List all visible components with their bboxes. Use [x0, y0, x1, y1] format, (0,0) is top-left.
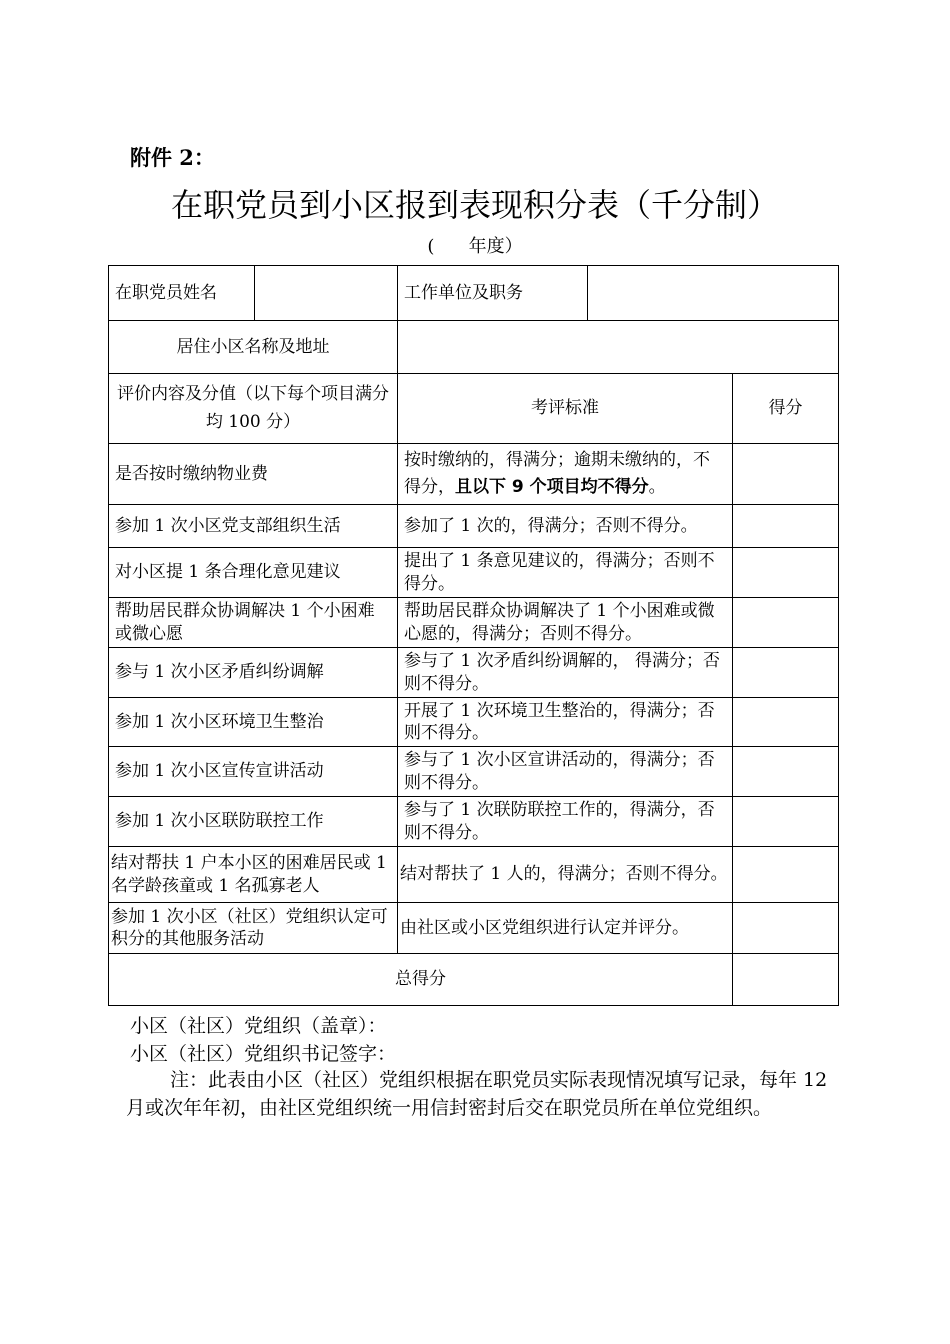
note-paragraph [126, 1066, 846, 1122]
row-content: 是否按时缴纳物业费 [109, 444, 398, 505]
row-content: 结对帮扶 1 户本小区的困难居民或 1 名学龄孩童或 1 名孤寡老人 [109, 847, 398, 903]
score-table [108, 265, 839, 1006]
row-score[interactable] [733, 548, 839, 598]
row-score[interactable] [733, 648, 839, 698]
row-criteria: 由社区或小区党组织进行认定并评分。 [398, 903, 733, 954]
row-criteria: 开展了 1 次环境卫生整治的，得满分；否则不得分。 [398, 698, 733, 747]
name-label: 在职党员姓名 [109, 266, 255, 321]
note-text: 注：此表由小区（社区）党组织根据在职党员实际表现情况填写记录，每年 12 月或次年年初，由社区党组织统一用信封密封后交在职党员所在单位党组织。 [126, 1069, 828, 1120]
sign-line: 小区（社区）党组织书记签字： [130, 1043, 397, 1065]
attachment-label: 附件 2： [130, 145, 215, 170]
row-criteria: 结对帮扶了 1 人的，得满分；否则不得分。 [398, 847, 733, 903]
residence-label: 居住小区名称及地址 [109, 321, 398, 374]
row-criteria: 帮助居民群众协调解决了 1 个小困难或微心愿的，得满分；否则不得分。 [398, 598, 733, 648]
year-line: ( 年度） [427, 236, 523, 257]
criteria-header: 考评标准 [398, 374, 733, 444]
row-content: 对小区提 1 条合理化意见建议 [109, 548, 398, 598]
page-title: 在职党员到小区报到表现积分表（千分制） [170, 186, 779, 224]
row-content: 参加 1 次小区环境卫生整治 [109, 698, 398, 747]
criteria-tail: 。 [648, 477, 666, 497]
row-content: 参加 1 次小区（社区）党组织认定可积分的其他服务活动 [109, 903, 398, 954]
row-content: 参加 1 次小区宣传宣讲活动 [109, 747, 398, 797]
name-value[interactable] [255, 266, 398, 321]
criteria-bold-text: 且以下 9 个项目均不得分 [455, 477, 649, 497]
content-header [109, 374, 398, 444]
row-content: 参与 1 次小区矛盾纠纷调解 [109, 648, 398, 698]
total-value[interactable] [733, 954, 839, 1006]
row-content: 参加 1 次小区党支部组织生活 [109, 505, 398, 548]
row-score[interactable] [733, 903, 839, 954]
residence-value[interactable] [398, 321, 839, 374]
row-score[interactable] [733, 797, 839, 847]
row-score[interactable] [733, 698, 839, 747]
row-criteria: 提出了 1 条意见建议的，得满分；否则不得分。 [398, 548, 733, 598]
row-score[interactable] [733, 847, 839, 903]
row-score[interactable] [733, 598, 839, 648]
row-criteria [398, 444, 733, 505]
row-criteria: 参与了 1 次联防联控工作的，得满分，否则不得分。 [398, 797, 733, 847]
row-criteria: 参加了 1 次的，得满分；否则不得分。 [398, 505, 733, 548]
unit-value[interactable] [588, 266, 839, 321]
row-score[interactable] [733, 747, 839, 797]
row-criteria: 参与了 1 次矛盾纠纷调解的， 得满分；否则不得分。 [398, 648, 733, 698]
score-header: 得分 [733, 374, 839, 444]
row-score[interactable] [733, 505, 839, 548]
row-criteria: 参与了 1 次小区宣讲活动的，得满分；否则不得分。 [398, 747, 733, 797]
total-label: 总得分 [109, 954, 733, 1006]
unit-label: 工作单位及职务 [398, 266, 588, 321]
row-score[interactable] [733, 444, 839, 505]
content-header-text: 评价内容及分值（以下每个项目满分均 100 分） [117, 384, 389, 432]
row-content: 帮助居民群众协调解决 1 个小困难或微心愿 [109, 598, 398, 648]
row-content: 参加 1 次小区联防联控工作 [109, 797, 398, 847]
criteria-text: 按时缴纳的，得满分；逾期未缴纳的，不得分， [404, 449, 710, 497]
seal-line: 小区（社区）党组织（盖章）： [130, 1015, 387, 1037]
